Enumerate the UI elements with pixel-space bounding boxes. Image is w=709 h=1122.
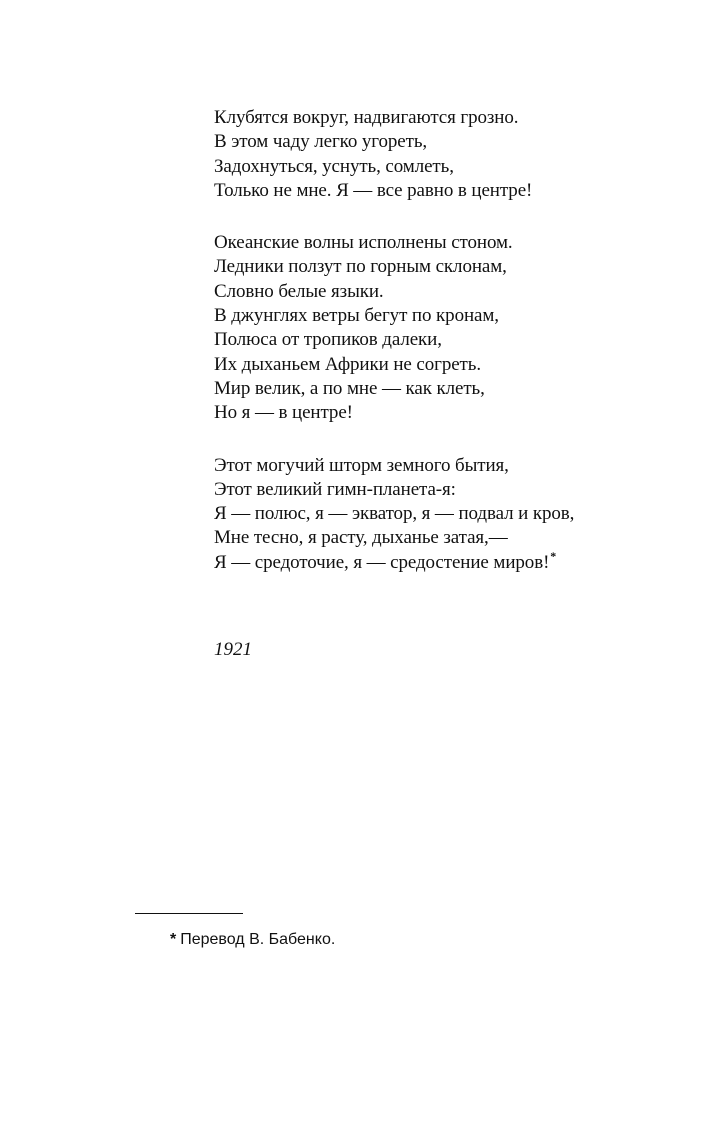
poem-line: Их дыханьем Африки не согреть. (214, 353, 481, 375)
stanza-2 (214, 231, 694, 425)
poem-line: Мне тесно, я расту, дыханье затая,— (214, 527, 508, 549)
stanza-3 (214, 454, 694, 575)
poem-line: Я — полюс, я — экватор, я — подвал и кров, (214, 503, 575, 525)
poem-line: Но я — в центре! (214, 402, 353, 424)
stanza-gap (214, 426, 694, 454)
poem-line: Ледники ползут по горным склонам, (214, 256, 507, 278)
footnote-mark: * (170, 931, 177, 948)
poem-line: Полюса от тропиков далеки, (214, 329, 442, 351)
footnote-divider (135, 913, 243, 914)
stanza-gap (214, 203, 694, 231)
poem-line: Мир велик, а по мне — как клеть, (214, 377, 485, 399)
poem-line: Океанские волны исполнены стоном. (214, 232, 513, 254)
poem-line-text: Я — средоточие, я — средостение миров! (214, 551, 550, 573)
poem (214, 106, 694, 575)
footnote-reference-mark[interactable]: * (550, 549, 557, 564)
poem-year: 1921 (214, 639, 252, 660)
poem-line: В джунглях ветры бегут по кронам, (214, 305, 499, 327)
poem-line: Только не мне. Я — все равно в центре! (214, 179, 533, 201)
poem-line: Этот могучий шторм земного бытия, (214, 454, 509, 476)
footnote-text: Перевод В. Бабенко. (180, 931, 336, 948)
poem-line-with-footnote (214, 551, 694, 575)
stanza-1 (214, 106, 694, 203)
poem-line: Задохнуться, уснуть, сомлеть, (214, 155, 454, 177)
poem-line: Словно белые языки. (214, 280, 384, 302)
poem-line: Клубятся вокруг, надвигаются грозно. (214, 107, 519, 128)
poem-line: Этот великий гимн-планета-я: (214, 478, 456, 500)
poem-line: В этом чаду легко угореть, (214, 131, 428, 153)
footnote (170, 929, 335, 951)
